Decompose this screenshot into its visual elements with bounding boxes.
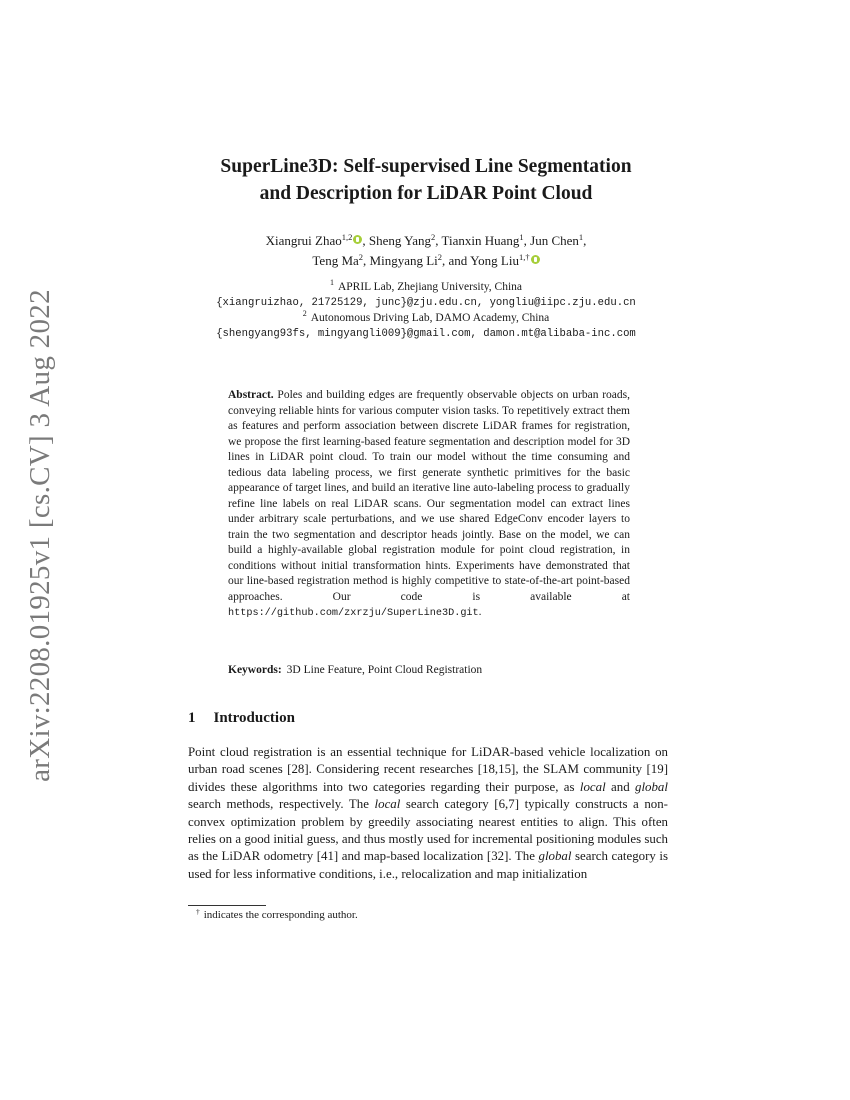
author-name: , Mingyang Li (363, 253, 438, 268)
affiliation-1-emails: {xiangruizhao, 21725129, junc}@zju.edu.cn, yongliu@iipc.zju.edu.cn (216, 296, 636, 309)
footnote (196, 908, 358, 922)
author-name: , and Yong Liu (442, 253, 519, 268)
author-name: , Sheng Yang (362, 233, 431, 248)
keywords-label: Keywords: (228, 664, 282, 676)
author-affil-sup: 2 (437, 252, 443, 262)
affiliation-2 (150, 311, 702, 327)
keywords (228, 663, 630, 679)
intro-text: search methods, respectively. The (188, 797, 369, 812)
affiliation-number: 2 (302, 309, 307, 318)
intro-paragraph (188, 744, 668, 883)
intro-emphasis: local (374, 797, 401, 812)
affiliation-text: Autonomous Driving Lab, DAMO Academy, China (310, 312, 550, 324)
code-link[interactable]: https://github.com/zxrzju/SuperLine3D.git (228, 608, 479, 619)
intro-emphasis: local (579, 779, 606, 794)
footnote-text: indicates the corresponding author. (203, 909, 358, 921)
author-line-2 (150, 251, 702, 271)
intro-emphasis: global (635, 779, 668, 794)
affiliations (150, 280, 702, 342)
author-line-1 (150, 231, 702, 251)
arxiv-stamp-text: arXiv:2208.01925v1 [cs.CV] 3 Aug 2022 (23, 288, 56, 782)
title-line-2: and Description for LiDAR Point Cloud (259, 183, 593, 204)
author-list (150, 231, 702, 271)
intro-text: search category is used for less informative conditions, i.e., relocalization and map initialization (188, 849, 668, 881)
section-title: Introduction (213, 710, 295, 726)
author-name: , Tianxin Huang (435, 233, 520, 248)
author-affil-sup: 1 (578, 232, 584, 242)
author-affil-sup: 1,† (518, 252, 530, 262)
section-number: 1 (188, 710, 196, 726)
affiliation-2-emails: {shengyang93fs, mingyangli009}@gmail.com, damon.mt@alibaba-inc.com (216, 327, 636, 340)
orcid-icon[interactable] (531, 255, 540, 264)
abstract-label: Abstract. (228, 389, 274, 401)
title-line-1: SuperLine3D: Self-supervised Line Segmentation (220, 156, 632, 177)
section-heading (188, 708, 295, 728)
author-name: Teng Ma (312, 253, 359, 268)
abstract-end: . (478, 606, 482, 618)
affiliation-number: 1 (329, 278, 334, 287)
author-name: , Jun Chen (523, 233, 579, 248)
intro-text: search category [6,7] typically constructs a non-convex optimization problem by greedily associating nearest entities to align. This often relies on a good initial guess, and thus mostly used for incremental positioning modules such as the LiDAR odometry [41] and map-based localization [32]. The (188, 797, 668, 864)
abstract-body: Poles and building edges are frequently observable objects on urban roads, conveying reliable hints for various computer vision tasks. To repetitively extract them as features and perform association between discrete LiDAR frames for registration, we propose the first learning-based feature segmentation and description model for 3D lines in LiDAR point cloud. To train our model without the time consuming and tedious data labeling process, we first generate synthetic primitives for the basic appearance of target lines, and build an iterative line auto-labeling process to gradually refine line labels on real LiDAR scans. Our segmentation model can extract lines under arbitrary scale perturbations, and we use shared EdgeConv encoder layers to train the two segmentation and descriptor heads jointly. Base on the model, we can build a highly-available global registration module for point cloud registration, in conditions without initial transformation hints. Experiments have demonstrated that our line-based registration method is highly competitive to state-of-the-art point-based approaches. Our code is available at (228, 389, 631, 603)
author-affil-sup: 2 (431, 232, 436, 242)
intro-text: and (611, 779, 630, 794)
footnote-divider (188, 905, 266, 906)
affiliation-text: APRIL Lab, Zhejiang University, China (337, 281, 523, 293)
intro-emphasis: global (538, 849, 572, 864)
intro-text: Point cloud registration is an essential technique for LiDAR-based vehicle localization on urban road scenes [28]. Considering recent researches [18,15], the SLAM community [19] divides these algorithms into two categories regarding their purpose, as (188, 745, 668, 794)
author-affil-sup: 1,2 (341, 232, 353, 242)
author-separator: , (583, 233, 587, 248)
author-affil-sup: 1 (519, 232, 524, 242)
paper-title (150, 153, 702, 207)
author-affil-sup: 2 (358, 252, 364, 262)
affiliation-1 (150, 280, 702, 296)
footnote-mark: † (196, 907, 200, 916)
abstract (228, 388, 630, 622)
keywords-text: 3D Line Feature, Point Cloud Registration (286, 664, 483, 676)
author-name: Xiangrui Zhao (265, 233, 342, 248)
arxiv-stamp (20, 288, 60, 782)
